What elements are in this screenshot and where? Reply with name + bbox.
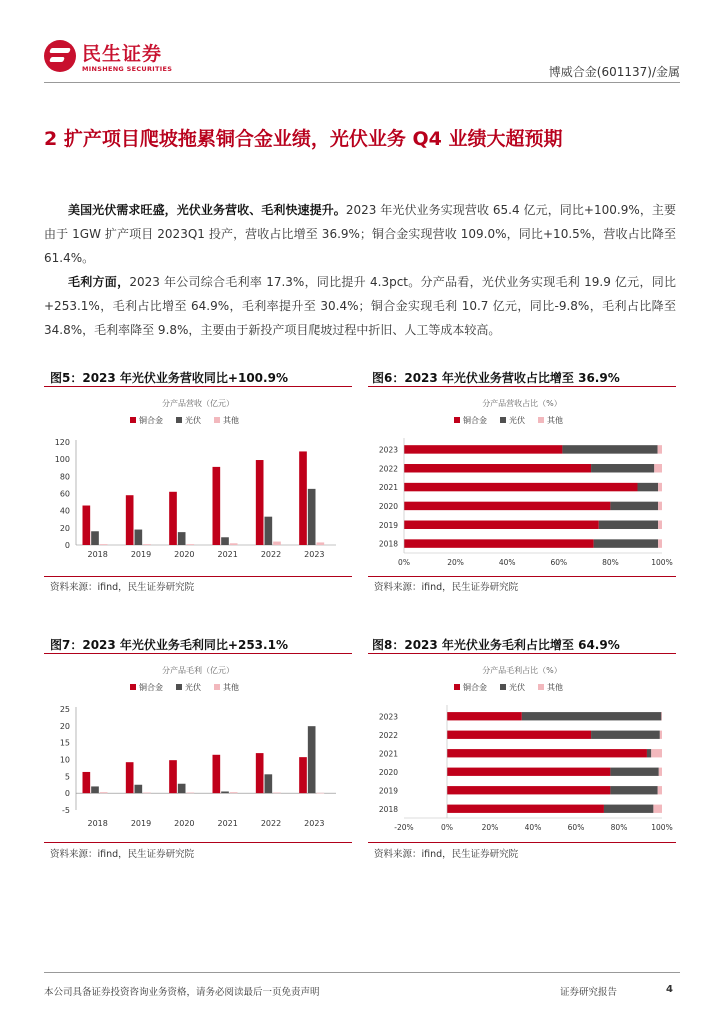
figure-8-chart <box>368 657 676 840</box>
legend-label-0: 铜合金 <box>139 416 163 425</box>
x-tick-label: 2023 <box>304 550 325 559</box>
figure-6-rule <box>368 386 676 387</box>
bar-其他-2021 <box>658 483 662 491</box>
bar-铜合金-2022 <box>447 731 591 739</box>
y-tick-label: -5 <box>62 806 70 815</box>
bar-光伏-2019 <box>135 785 143 793</box>
bar-光伏-2018 <box>91 531 99 545</box>
figure-6-bottom-rule <box>368 576 676 577</box>
figure-6-title: 图6：2023 年光伏业务营收占比增至 36.9% <box>372 371 620 385</box>
section-title: 2 扩产项目爬坡拖累铜合金业绩，光伏业务 Q4 业绩大超预期 <box>44 128 563 150</box>
bar-光伏-2022 <box>591 731 660 739</box>
x-tick-label: 2020 <box>174 819 195 828</box>
bar-铜合金-2019 <box>404 521 599 529</box>
bar-铜合金-2019 <box>126 495 134 545</box>
y-tick-label: 20 <box>59 721 70 731</box>
bar-光伏-2021 <box>221 791 229 793</box>
bar-其他-2020 <box>659 768 662 776</box>
y-tick-label: 60 <box>59 489 70 499</box>
x-tick-label: 2018 <box>87 550 108 559</box>
x-tick-label: 80% <box>602 558 619 567</box>
bar-光伏-2019 <box>599 521 658 529</box>
bar-光伏-2018 <box>91 786 99 793</box>
legend-label-1: 光伏 <box>185 416 201 425</box>
paragraph-2 <box>44 270 676 342</box>
bar-铜合金-2019 <box>126 762 134 793</box>
y-tick-label: 2023 <box>378 712 398 722</box>
bar-光伏-2023 <box>308 489 316 545</box>
x-tick-label: 2022 <box>260 550 282 559</box>
logo-icon <box>44 40 76 72</box>
bar-铜合金-2023 <box>447 712 522 720</box>
bar-光伏-2019 <box>610 786 657 794</box>
bar-光伏-2023 <box>522 712 662 720</box>
y-tick-label: 20 <box>59 523 70 533</box>
legend-label-2: 其他 <box>547 683 563 692</box>
bar-其他-2020 <box>658 502 662 510</box>
bar-铜合金-2019 <box>447 786 610 794</box>
legend-label-0: 铜合金 <box>139 683 163 692</box>
chart-title: 分产品营收占比（%） <box>482 399 562 408</box>
logo <box>44 38 184 82</box>
legend-swatch-0 <box>130 684 136 690</box>
figure-5-source: 资料来源：ifind，民生证券研究院 <box>50 582 195 593</box>
bar-光伏-2018 <box>604 805 653 813</box>
paragraph-1-body: 2023 年光伏业务实现营收 65.4 亿元，同比+100.9%，主要由于 1GW 扩产项目 2023Q1 投产，营收占比增至 36.9%；铜合金实现营收 109.0%，同比+10.5%，营收占比降至 61.4%。 <box>44 203 676 265</box>
x-tick-label: 2021 <box>217 550 238 559</box>
paragraph-2-lead: 毛利方面， <box>68 275 130 289</box>
legend-swatch-1 <box>500 417 506 423</box>
bar-铜合金-2021 <box>213 755 221 793</box>
bar-铜合金-2022 <box>256 753 264 793</box>
legend-label-2: 其他 <box>547 416 563 425</box>
figure-8-source: 资料来源：ifind，民生证券研究院 <box>374 849 519 860</box>
bar-光伏-2022 <box>265 517 273 545</box>
legend-swatch-2 <box>214 417 220 423</box>
bar-铜合金-2018 <box>447 805 604 813</box>
bar-光伏-2021 <box>637 483 658 491</box>
bar-其他-2021 <box>230 792 238 793</box>
x-tick-label: 60% <box>567 823 585 832</box>
figure-8-title: 图8：2023 年光伏业务毛利占比增至 64.9% <box>372 638 620 652</box>
bar-其他-2019 <box>658 786 662 794</box>
legend-swatch-1 <box>176 417 182 423</box>
legend-swatch-0 <box>130 417 136 423</box>
bar-其他-2022 <box>273 542 281 545</box>
x-tick-label: 2019 <box>130 819 152 828</box>
paragraph-2-body: 2023 年公司综合毛利率 17.3%，同比提升 4.3pct。分产品看，光伏业务实现毛利 19.9 亿元，同比+253.1%，毛利占比增至 64.9%，毛利率提升至 30.4%；铜合金实现毛利 10.7 亿元，同比-9.8%，毛利占比降至 34.8%，毛利率降至 9.8%，主要由于新投产项目爬坡过程中折旧、人工等成本较高。 <box>44 275 676 337</box>
x-tick-label: 2018 <box>87 819 108 828</box>
bar-铜合金-2018 <box>404 539 594 547</box>
legend-swatch-1 <box>176 684 182 690</box>
x-tick-label: 2021 <box>217 819 238 828</box>
figure-7-source: 资料来源：ifind，民生证券研究院 <box>50 849 195 860</box>
bar-光伏-2022 <box>591 464 654 472</box>
bar-光伏-2020 <box>178 532 186 545</box>
y-tick-label: 10 <box>59 755 70 765</box>
page-number: 4 <box>666 984 673 995</box>
footer-divider <box>44 972 680 973</box>
y-tick-label: 2022 <box>378 464 398 474</box>
x-tick-label: 40% <box>524 823 542 832</box>
legend-label-1: 光伏 <box>509 416 525 425</box>
bar-铜合金-2021 <box>213 467 221 545</box>
figure-8-rule <box>368 653 676 654</box>
figure-6-chart <box>368 390 676 575</box>
bar-其他-2018 <box>100 544 108 545</box>
legend-label-2: 其他 <box>223 416 239 425</box>
bar-其他-2018 <box>658 539 662 547</box>
x-tick-label: 0% <box>441 823 453 832</box>
y-tick-label: 2020 <box>378 767 398 777</box>
figure-8-bottom-rule <box>368 842 676 843</box>
x-tick-label: -20% <box>394 823 414 832</box>
x-tick-label: 20% <box>481 823 499 832</box>
bar-铜合金-2018 <box>83 772 91 793</box>
figure-5-rule <box>44 386 352 387</box>
bar-铜合金-2022 <box>404 464 591 472</box>
y-tick-label: 2019 <box>378 786 398 796</box>
bar-铜合金-2023 <box>404 445 562 453</box>
y-tick-label: 0 <box>64 541 70 550</box>
y-tick-label: 2023 <box>378 445 398 455</box>
x-tick-label: 60% <box>550 558 568 567</box>
bar-其他-2019 <box>143 544 151 545</box>
figure-5-bottom-rule <box>44 576 352 577</box>
bar-光伏-2018 <box>594 539 659 547</box>
paragraph-1 <box>44 198 676 270</box>
bar-光伏-2022 <box>265 774 273 793</box>
legend-label-1: 光伏 <box>185 683 201 692</box>
figure-7-title: 图7：2023 年光伏业务毛利同比+253.1% <box>50 638 288 652</box>
legend-label-0: 铜合金 <box>463 416 487 425</box>
figure-7-chart <box>44 657 352 840</box>
bar-光伏-2020 <box>178 784 186 793</box>
bar-光伏-2019 <box>135 530 143 545</box>
legend-swatch-2 <box>538 417 544 423</box>
y-tick-label: 2020 <box>378 501 398 511</box>
y-tick-label: 100 <box>54 455 70 465</box>
bar-其他-2023 <box>658 445 662 453</box>
bar-其他-2023 <box>661 712 662 720</box>
chart-title: 分产品营收（亿元） <box>162 399 234 408</box>
bar-其他-2023 <box>317 793 325 794</box>
y-tick-label: 25 <box>59 705 70 714</box>
legend-swatch-0 <box>454 417 460 423</box>
bar-其他-2019 <box>143 792 151 793</box>
bar-光伏-2021 <box>221 537 229 545</box>
figure-7-rule <box>44 653 352 654</box>
bar-其他-2021 <box>230 543 238 545</box>
bar-铜合金-2023 <box>299 757 307 793</box>
legend-label-0: 铜合金 <box>463 683 487 692</box>
y-tick-label: 2019 <box>378 520 398 530</box>
y-tick-label: 15 <box>59 738 70 748</box>
figure-7-bottom-rule <box>44 842 352 843</box>
x-tick-label: 40% <box>498 558 516 567</box>
x-tick-label: 100% <box>651 823 673 832</box>
bar-其他-2021 <box>651 749 662 757</box>
bar-铜合金-2020 <box>447 768 610 776</box>
footer-report-type: 证券研究报告 <box>560 987 618 998</box>
x-tick-label: 80% <box>610 823 628 832</box>
y-tick-label: 2018 <box>378 804 398 814</box>
y-tick-label: 2021 <box>378 483 398 493</box>
legend-swatch-0 <box>454 684 460 690</box>
y-tick-label: 5 <box>64 772 70 782</box>
x-tick-label: 2023 <box>304 819 325 828</box>
bar-铜合金-2018 <box>83 506 91 545</box>
legend-swatch-2 <box>214 684 220 690</box>
bar-其他-2018 <box>100 792 108 793</box>
x-tick-label: 100% <box>651 558 673 567</box>
bar-铜合金-2021 <box>447 749 647 757</box>
bar-光伏-2021 <box>647 749 651 757</box>
bar-其他-2022 <box>660 731 662 739</box>
legend-swatch-2 <box>538 684 544 690</box>
header-divider <box>44 82 680 83</box>
bar-光伏-2023 <box>308 726 316 793</box>
x-tick-label: 2020 <box>174 550 195 559</box>
company-code: 博威合金(601137)/金属 <box>548 65 680 79</box>
bar-其他-2022 <box>654 464 662 472</box>
bar-其他-2020 <box>187 792 195 793</box>
chart-title: 分产品毛利占比（%） <box>482 666 562 675</box>
y-tick-label: 40 <box>59 506 70 516</box>
bar-其他-2019 <box>658 521 662 529</box>
figure-5-chart <box>44 390 352 575</box>
y-tick-label: 80 <box>59 472 70 482</box>
bar-光伏-2023 <box>562 445 657 453</box>
bar-铜合金-2021 <box>404 483 637 491</box>
figure-6-source: 资料来源：ifind，民生证券研究院 <box>374 582 519 593</box>
x-tick-label: 2019 <box>130 550 152 559</box>
paragraph-1-lead: 美国光伏需求旺盛，光伏业务营收、毛利快速提升。 <box>68 203 346 217</box>
bar-铜合金-2020 <box>404 502 610 510</box>
bar-其他-2023 <box>317 542 325 545</box>
y-tick-label: 2021 <box>378 749 398 759</box>
x-tick-label: 20% <box>447 558 464 567</box>
bar-其他-2022 <box>273 792 281 793</box>
y-tick-label: 120 <box>54 438 70 447</box>
x-tick-label: 2022 <box>260 819 282 828</box>
legend-label-2: 其他 <box>223 683 239 692</box>
y-tick-label: 0 <box>64 789 70 799</box>
footer-disclaimer: 本公司具备证券投资咨询业务资格，请务必阅读最后一页免责声明 <box>44 987 320 998</box>
bar-光伏-2020 <box>610 502 658 510</box>
legend-swatch-1 <box>500 684 506 690</box>
figure-5-title: 图5：2023 年光伏业务营收同比+100.9% <box>50 371 288 385</box>
bar-光伏-2020 <box>610 768 658 776</box>
bar-铜合金-2020 <box>169 760 177 793</box>
y-tick-label: 2018 <box>378 539 398 549</box>
bar-其他-2018 <box>653 805 662 813</box>
y-tick-label: 2022 <box>378 730 398 740</box>
logo-en: MINSHENG SECURITIES <box>82 65 173 73</box>
logo-cn: 民生证券 <box>82 43 163 65</box>
x-tick-label: 0% <box>398 558 410 567</box>
chart-title: 分产品毛利（亿元） <box>162 666 234 675</box>
bar-铜合金-2023 <box>299 451 307 545</box>
bar-铜合金-2022 <box>256 460 264 545</box>
legend-label-1: 光伏 <box>509 683 525 692</box>
bar-铜合金-2020 <box>169 492 177 545</box>
bar-其他-2020 <box>187 544 195 545</box>
